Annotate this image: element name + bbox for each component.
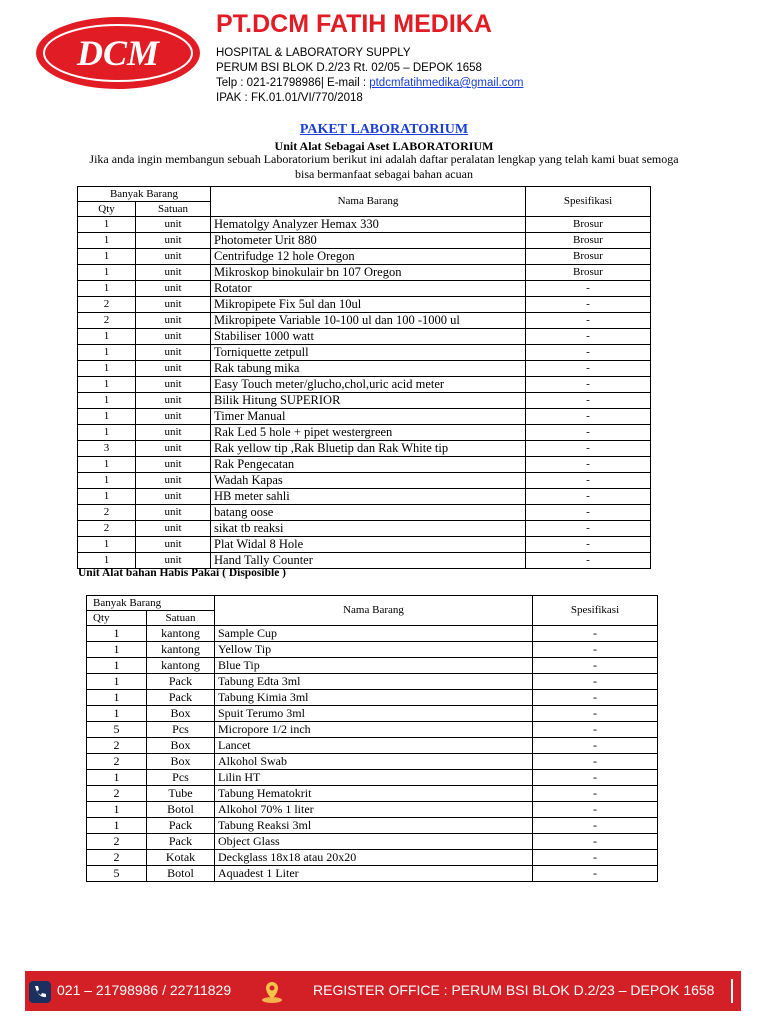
cell-qty: 2: [87, 850, 147, 866]
table-row: [78, 233, 651, 249]
cell-nama-barang: HB meter sahli: [211, 489, 526, 505]
table-row: [87, 706, 658, 722]
table-row: [78, 217, 651, 233]
cell-spesifikasi: -: [526, 457, 651, 473]
cell-spesifikasi: -: [526, 281, 651, 297]
page-title: PAKET LABORATORIUM: [299, 122, 469, 137]
cell-qty: 1: [78, 265, 136, 281]
cell-qty: 1: [87, 802, 147, 818]
header-satuan: Satuan: [136, 202, 211, 217]
cell-satuan: unit: [136, 393, 211, 409]
cell-qty: 2: [87, 834, 147, 850]
header-telephone: Telp : 021-21798986| E-mail :: [216, 77, 370, 89]
cell-qty: 2: [78, 313, 136, 329]
cell-qty: 1: [78, 457, 136, 473]
cell-qty: 1: [87, 674, 147, 690]
table-row: [78, 409, 651, 425]
cell-qty: 1: [78, 361, 136, 377]
cell-nama-barang: Easy Touch meter/glucho,chol,uric acid meter: [211, 377, 526, 393]
cell-spesifikasi: -: [533, 674, 658, 690]
cell-nama-barang: Rak Led 5 hole + pipet westergreen: [211, 425, 526, 441]
cell-nama-barang: Blue Tip: [215, 658, 533, 674]
logo-text: DCM: [76, 33, 160, 73]
cell-qty: 1: [87, 706, 147, 722]
cell-satuan: kantong: [147, 626, 215, 642]
cell-qty: 1: [78, 377, 136, 393]
cell-spesifikasi: -: [533, 802, 658, 818]
cell-nama-barang: Aquadest 1 Liter: [215, 866, 533, 882]
cell-qty: 1: [78, 249, 136, 265]
cell-satuan: unit: [136, 233, 211, 249]
cell-nama-barang: Photometer Urit 880: [211, 233, 526, 249]
table-row: [78, 537, 651, 553]
table-row: [87, 754, 658, 770]
table-row: [78, 249, 651, 265]
header-address: PERUM BSI BLOK D.2/23 Rt. 02/05 – DEPOK 1658: [216, 62, 482, 74]
cell-spesifikasi: -: [526, 329, 651, 345]
cell-satuan: Botol: [147, 866, 215, 882]
table-row: [78, 521, 651, 537]
cell-spesifikasi: -: [526, 361, 651, 377]
table-row: [78, 345, 651, 361]
table-row: [87, 674, 658, 690]
cell-nama-barang: Alkohol Swab: [215, 754, 533, 770]
table-row: [78, 441, 651, 457]
cell-nama-barang: Plat Widal 8 Hole: [211, 537, 526, 553]
table-row: [87, 722, 658, 738]
header-spesifikasi: Spesifikasi: [526, 187, 651, 217]
table-row: [78, 473, 651, 489]
cell-satuan: kantong: [147, 658, 215, 674]
footer-bar: [25, 971, 741, 1011]
cell-qty: 1: [78, 425, 136, 441]
cell-nama-barang: Torniquette zetpull: [211, 345, 526, 361]
cell-satuan: Tube: [147, 786, 215, 802]
cell-spesifikasi: -: [526, 345, 651, 361]
company-name: PT.DCM FATIH MEDIKA: [216, 10, 492, 38]
cell-satuan: Pack: [147, 674, 215, 690]
footer-register-office: REGISTER OFFICE : PERUM BSI BLOK D.2/23 – DEPOK 1658: [313, 982, 715, 998]
table-row: [78, 425, 651, 441]
cell-qty: 2: [87, 786, 147, 802]
cell-nama-barang: Sample Cup: [215, 626, 533, 642]
cell-spesifikasi: -: [533, 690, 658, 706]
cell-satuan: unit: [136, 297, 211, 313]
cell-nama-barang: Rak tabung mika: [211, 361, 526, 377]
cell-satuan: unit: [136, 377, 211, 393]
cell-satuan: unit: [136, 265, 211, 281]
cell-satuan: kantong: [147, 642, 215, 658]
cell-spesifikasi: -: [533, 834, 658, 850]
cell-qty: 1: [78, 473, 136, 489]
cell-spesifikasi: -: [526, 441, 651, 457]
email-link[interactable]: ptdcmfatihmedika@gmail.com: [369, 77, 524, 89]
cell-satuan: Pcs: [147, 722, 215, 738]
cell-qty: 1: [87, 818, 147, 834]
table-row: [78, 329, 651, 345]
cell-satuan: unit: [136, 489, 211, 505]
cell-satuan: unit: [136, 553, 211, 569]
cell-spesifikasi: -: [533, 850, 658, 866]
cell-qty: 1: [78, 537, 136, 553]
cell-spesifikasi: -: [533, 770, 658, 786]
cell-qty: 1: [87, 642, 147, 658]
cell-satuan: unit: [136, 361, 211, 377]
cell-spesifikasi: -: [526, 377, 651, 393]
footer-divider: [731, 979, 733, 1003]
cell-satuan: unit: [136, 249, 211, 265]
cell-nama-barang: Mikropipete Variable 10-100 ul dan 100 -1000 ul: [211, 313, 526, 329]
cell-nama-barang: Stabiliser 1000 watt: [211, 329, 526, 345]
cell-spesifikasi: -: [533, 642, 658, 658]
cell-satuan: unit: [136, 329, 211, 345]
cell-qty: 2: [87, 738, 147, 754]
cell-spesifikasi: -: [526, 553, 651, 569]
cell-spesifikasi: -: [526, 521, 651, 537]
cell-spesifikasi: Brosur: [526, 249, 651, 265]
cell-qty: 1: [87, 658, 147, 674]
cell-nama-barang: Mikroskop binokulair bn 107 Oregon: [211, 265, 526, 281]
cell-qty: 3: [78, 441, 136, 457]
cell-nama-barang: Lilin HT: [215, 770, 533, 786]
table-row: [87, 690, 658, 706]
header-qty: Qty: [87, 611, 147, 626]
header-banyak-barang: Banyak Barang: [78, 187, 211, 202]
table-row: [87, 834, 658, 850]
cell-spesifikasi: -: [526, 425, 651, 441]
cell-satuan: unit: [136, 217, 211, 233]
cell-spesifikasi: -: [526, 473, 651, 489]
cell-qty: 1: [87, 770, 147, 786]
cell-spesifikasi: -: [533, 818, 658, 834]
cell-qty: 1: [78, 409, 136, 425]
cell-qty: 1: [78, 345, 136, 361]
cell-satuan: unit: [136, 441, 211, 457]
cell-satuan: unit: [136, 505, 211, 521]
cell-nama-barang: Hematolgy Analyzer Hemax 330: [211, 217, 526, 233]
table-row: [78, 505, 651, 521]
table-row: [78, 377, 651, 393]
cell-spesifikasi: Brosur: [526, 265, 651, 281]
header-contact: [216, 76, 523, 90]
cell-spesifikasi: -: [533, 706, 658, 722]
header-banyak-barang: Banyak Barang: [87, 596, 215, 611]
cell-nama-barang: Centrifudge 12 hole Oregon: [211, 249, 526, 265]
cell-qty: 1: [78, 281, 136, 297]
table-row: [87, 866, 658, 882]
cell-satuan: Pack: [147, 690, 215, 706]
cell-satuan: unit: [136, 473, 211, 489]
table-row: [87, 802, 658, 818]
cell-satuan: Kotak: [147, 850, 215, 866]
table-row: [78, 313, 651, 329]
cell-qty: 2: [78, 521, 136, 537]
cell-nama-barang: Timer Manual: [211, 409, 526, 425]
cell-satuan: Box: [147, 754, 215, 770]
cell-nama-barang: Tabung Edta 3ml: [215, 674, 533, 690]
table-row: [78, 361, 651, 377]
table-row: [87, 642, 658, 658]
table-row: [78, 393, 651, 409]
cell-satuan: Botol: [147, 802, 215, 818]
intro-paragraph: Jika anda ingin membangun sebuah Laboratorium berikut ini adalah daftar peralatan lengkap yang telah kami buat semoga bisa bermanfaat sebagai bahan acuan: [89, 152, 679, 181]
cell-nama-barang: Lancet: [215, 738, 533, 754]
table-row: [78, 457, 651, 473]
cell-spesifikasi: -: [526, 313, 651, 329]
cell-nama-barang: sikat tb reaksi: [211, 521, 526, 537]
cell-qty: 1: [78, 329, 136, 345]
cell-spesifikasi: -: [533, 738, 658, 754]
cell-qty: 1: [78, 233, 136, 249]
cell-spesifikasi: -: [533, 786, 658, 802]
section-disposable-title: Unit Alat bahan Habis Pakai ( Disposible ): [78, 567, 287, 579]
cell-qty: 1: [78, 393, 136, 409]
cell-nama-barang: Alkohol 70% 1 liter: [215, 802, 533, 818]
header-spesifikasi: Spesifikasi: [533, 596, 658, 626]
header-satuan: Satuan: [147, 611, 215, 626]
cell-satuan: unit: [136, 537, 211, 553]
cell-qty: 5: [87, 722, 147, 738]
table-row: [87, 786, 658, 802]
table-row: [87, 818, 658, 834]
cell-spesifikasi: -: [533, 626, 658, 642]
cell-nama-barang: Bilik Hitung SUPERIOR: [211, 393, 526, 409]
table-row: [78, 265, 651, 281]
table-row: [87, 626, 658, 642]
cell-qty: 2: [87, 754, 147, 770]
cell-nama-barang: Rotator: [211, 281, 526, 297]
cell-satuan: Box: [147, 706, 215, 722]
cell-nama-barang: Hand Tally Counter: [211, 553, 526, 569]
cell-satuan: Box: [147, 738, 215, 754]
cell-satuan: unit: [136, 521, 211, 537]
footer-phone: 021 – 21798986 / 22711829: [57, 982, 232, 998]
header-nama-barang: Nama Barang: [215, 596, 533, 626]
cell-spesifikasi: -: [526, 537, 651, 553]
cell-spesifikasi: -: [526, 409, 651, 425]
cell-satuan: unit: [136, 457, 211, 473]
table-row: [78, 297, 651, 313]
cell-nama-barang: Yellow Tip: [215, 642, 533, 658]
cell-spesifikasi: Brosur: [526, 233, 651, 249]
cell-qty: 1: [78, 217, 136, 233]
cell-spesifikasi: -: [526, 297, 651, 313]
table-row: [87, 850, 658, 866]
table-row: [78, 281, 651, 297]
cell-spesifikasi: Brosur: [526, 217, 651, 233]
cell-spesifikasi: -: [533, 866, 658, 882]
cell-nama-barang: Tabung Kimia 3ml: [215, 690, 533, 706]
cell-satuan: Pcs: [147, 770, 215, 786]
cell-spesifikasi: -: [526, 489, 651, 505]
table-row: [87, 738, 658, 754]
cell-spesifikasi: -: [533, 658, 658, 674]
cell-spesifikasi: -: [533, 754, 658, 770]
cell-nama-barang: Tabung Hematokrit: [215, 786, 533, 802]
cell-qty: 2: [78, 297, 136, 313]
cell-satuan: unit: [136, 281, 211, 297]
header-tagline: HOSPITAL & LABORATORY SUPPLY: [216, 47, 411, 59]
cell-satuan: unit: [136, 313, 211, 329]
phone-icon: [29, 981, 51, 1003]
cell-nama-barang: Tabung Reaksi 3ml: [215, 818, 533, 834]
cell-nama-barang: Object Glass: [215, 834, 533, 850]
location-pin-icon: [261, 980, 283, 1004]
cell-qty: 5: [87, 866, 147, 882]
cell-nama-barang: Mikropipete Fix 5ul dan 10ul: [211, 297, 526, 313]
cell-nama-barang: Rak yellow tip ,Rak Bluetip dan Rak White tip: [211, 441, 526, 457]
cell-qty: 2: [78, 505, 136, 521]
cell-nama-barang: Deckglass 18x18 atau 20x20: [215, 850, 533, 866]
table-row: [87, 770, 658, 786]
page-subtitle: Unit Alat Sebagai Aset LABORATORIUM: [274, 139, 494, 153]
cell-nama-barang: batang oose: [211, 505, 526, 521]
company-logo: [35, 16, 201, 90]
cell-spesifikasi: -: [526, 505, 651, 521]
cell-spesifikasi: -: [533, 722, 658, 738]
cell-satuan: unit: [136, 409, 211, 425]
table-row: [78, 489, 651, 505]
cell-nama-barang: Micropore 1/2 inch: [215, 722, 533, 738]
cell-nama-barang: Rak Pengecatan: [211, 457, 526, 473]
table-row: [87, 658, 658, 674]
header-license: IPAK : FK.01.01/VI/770/2018: [216, 92, 363, 104]
cell-qty: 1: [87, 690, 147, 706]
header-nama-barang: Nama Barang: [211, 187, 526, 217]
cell-satuan: Pack: [147, 818, 215, 834]
disposable-items-table: [86, 595, 658, 882]
cell-satuan: unit: [136, 425, 211, 441]
cell-satuan: unit: [136, 345, 211, 361]
cell-qty: 1: [87, 626, 147, 642]
cell-nama-barang: Wadah Kapas: [211, 473, 526, 489]
cell-qty: 1: [78, 553, 136, 569]
asset-equipment-table: [77, 186, 651, 569]
cell-spesifikasi: -: [526, 393, 651, 409]
cell-satuan: Pack: [147, 834, 215, 850]
header-qty: Qty: [78, 202, 136, 217]
cell-nama-barang: Spuit Terumo 3ml: [215, 706, 533, 722]
cell-qty: 1: [78, 489, 136, 505]
